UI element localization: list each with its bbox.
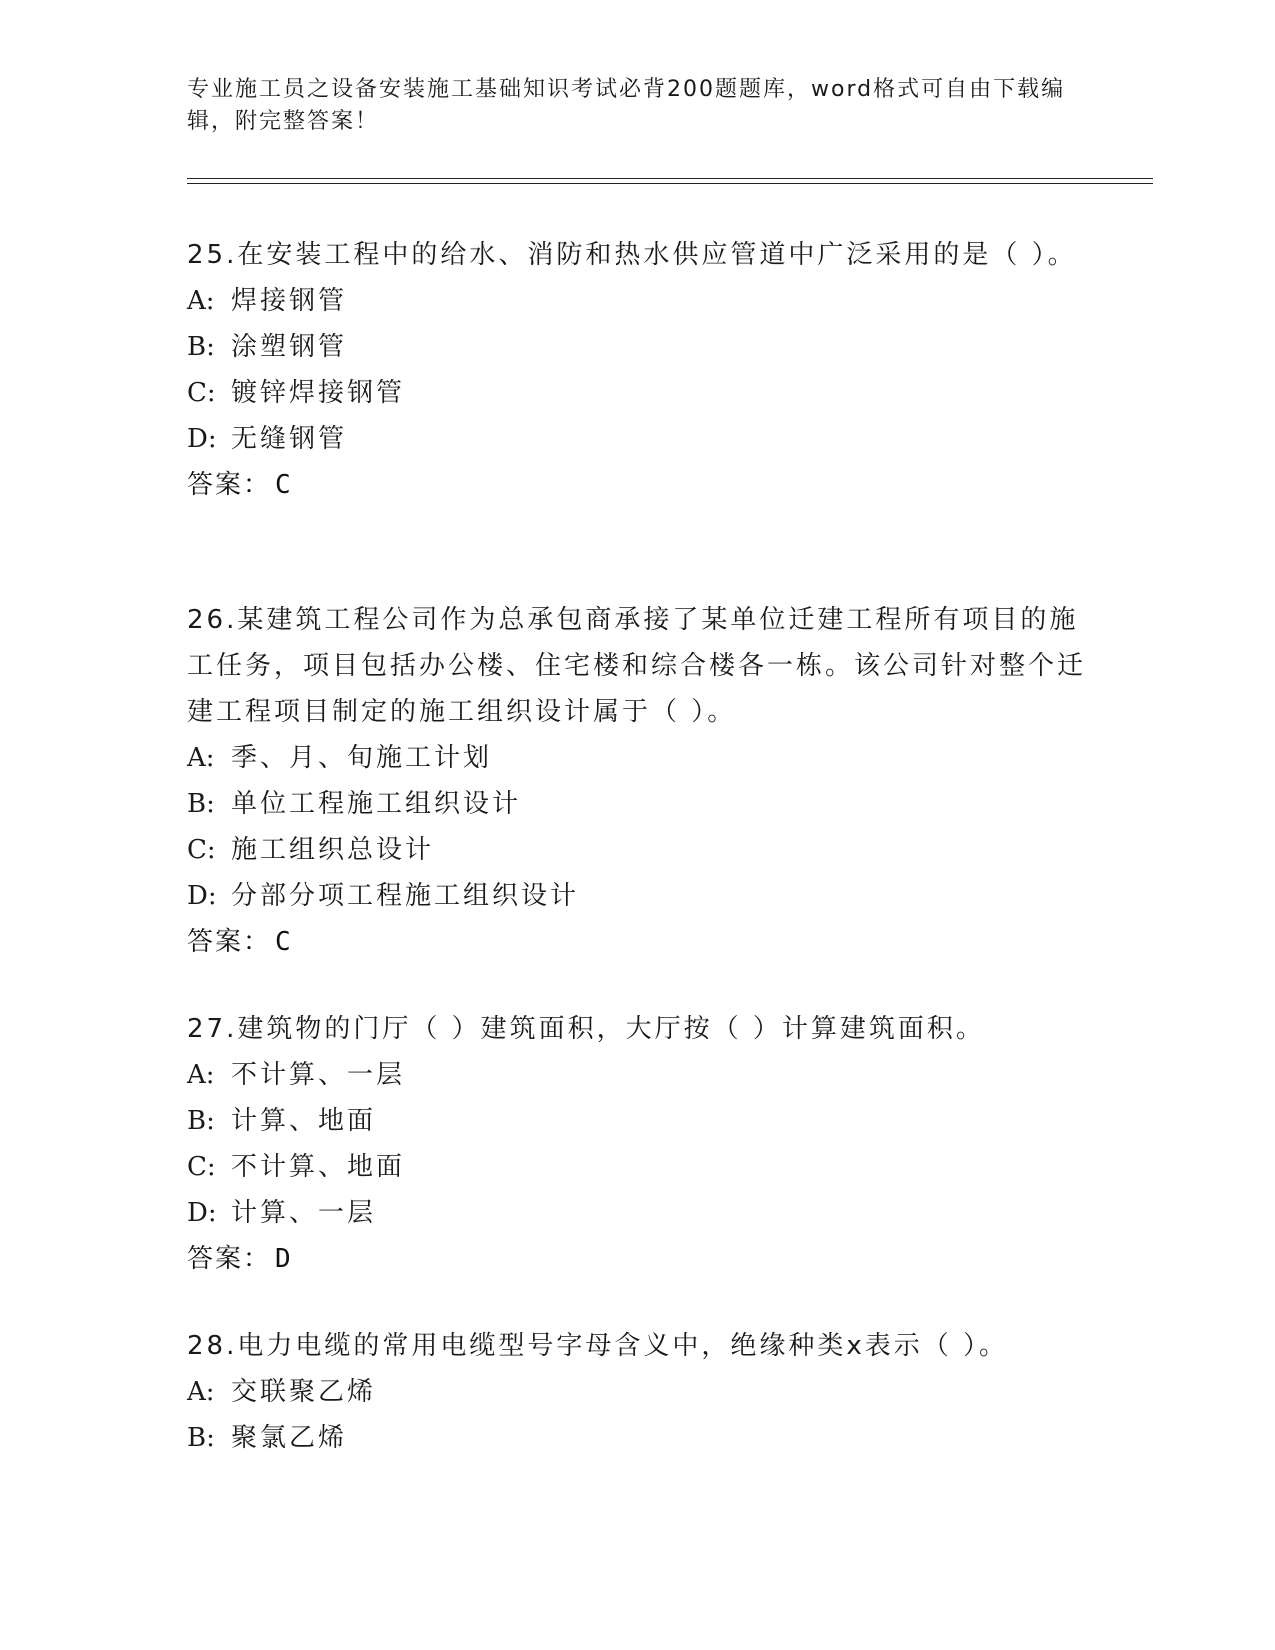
option-key: D: bbox=[187, 424, 217, 454]
option-key: A: bbox=[187, 1060, 215, 1090]
question-stem: 28.电力电缆的常用电缆型号字母含义中，绝缘种类x表示（ ）。 bbox=[187, 1331, 1009, 1361]
option-key: D: bbox=[187, 881, 217, 911]
answer-value: D bbox=[275, 1244, 293, 1274]
question-stem: 27.建筑物的门厅（ ）建筑面积，大厅按（ ）计算建筑面积。 bbox=[187, 1014, 985, 1044]
option-key: A: bbox=[187, 286, 215, 316]
option-text: 季、月、旬施工计划 bbox=[231, 743, 493, 773]
option-key: B: bbox=[187, 789, 215, 819]
question-27 bbox=[187, 1006, 1087, 1282]
option-b bbox=[187, 324, 1087, 370]
option-b bbox=[187, 1098, 1087, 1144]
option-text: 单位工程施工组织设计 bbox=[231, 789, 522, 819]
answer-value: C bbox=[275, 927, 293, 957]
answer-label: 答案： bbox=[187, 927, 272, 957]
option-key: B: bbox=[187, 332, 215, 362]
option-d bbox=[187, 873, 1087, 919]
option-text: 涂塑钢管 bbox=[231, 332, 348, 362]
question-stem: 26.某建筑工程公司作为总承包商承接了某单位迁建工程所有项目的施工任务，项目包括办公楼、住宅楼和综合楼各一栋。该公司针对整个迁建工程项目制定的施工组织设计属于（ ）。 bbox=[187, 605, 1087, 727]
option-a bbox=[187, 1369, 1087, 1415]
question-28 bbox=[187, 1323, 1087, 1461]
option-b bbox=[187, 781, 1087, 827]
answer-line bbox=[187, 462, 1087, 508]
option-a bbox=[187, 1052, 1087, 1098]
option-d bbox=[187, 416, 1087, 462]
option-text: 施工组织总设计 bbox=[231, 835, 435, 865]
option-text: 无缝钢管 bbox=[231, 424, 348, 454]
option-key: C: bbox=[187, 1152, 216, 1182]
option-key: C: bbox=[187, 835, 216, 865]
option-key: A: bbox=[187, 743, 215, 773]
option-c bbox=[187, 370, 1087, 416]
option-text: 焊接钢管 bbox=[231, 286, 348, 316]
option-b bbox=[187, 1415, 1087, 1461]
answer-line bbox=[187, 919, 1087, 965]
option-key: B: bbox=[187, 1106, 215, 1136]
question-stem: 25.在安装工程中的给水、消防和热水供应管道中广泛采用的是（ ）。 bbox=[187, 240, 1077, 270]
option-text: 聚氯乙烯 bbox=[231, 1423, 348, 1453]
option-key: D: bbox=[187, 1198, 217, 1228]
option-text: 计算、一层 bbox=[231, 1198, 377, 1228]
answer-label: 答案： bbox=[187, 470, 272, 500]
option-text: 镀锌焊接钢管 bbox=[231, 378, 406, 408]
option-key: A: bbox=[187, 1377, 215, 1407]
option-text: 不计算、地面 bbox=[231, 1152, 406, 1182]
question-25 bbox=[187, 232, 1087, 508]
answer-label: 答案： bbox=[187, 1244, 272, 1274]
answer-line bbox=[187, 1236, 1087, 1282]
option-key: B: bbox=[187, 1423, 215, 1453]
answer-value: C bbox=[275, 470, 293, 500]
option-a bbox=[187, 735, 1087, 781]
header-divider-top bbox=[187, 178, 1153, 179]
header-divider-bottom bbox=[187, 183, 1153, 184]
option-c bbox=[187, 827, 1087, 873]
question-26 bbox=[187, 597, 1087, 965]
option-text: 不计算、一层 bbox=[231, 1060, 406, 1090]
option-d bbox=[187, 1190, 1087, 1236]
option-text: 分部分项工程施工组织设计 bbox=[231, 881, 580, 911]
option-text: 交联聚乙烯 bbox=[231, 1377, 377, 1407]
document-header: 专业施工员之设备安装施工基础知识考试必背200题题库，word格式可自由下载编辑，附完整答案！ bbox=[187, 77, 1066, 134]
option-key: C: bbox=[187, 378, 216, 408]
option-text: 计算、地面 bbox=[231, 1106, 377, 1136]
option-a bbox=[187, 278, 1087, 324]
option-c bbox=[187, 1144, 1087, 1190]
